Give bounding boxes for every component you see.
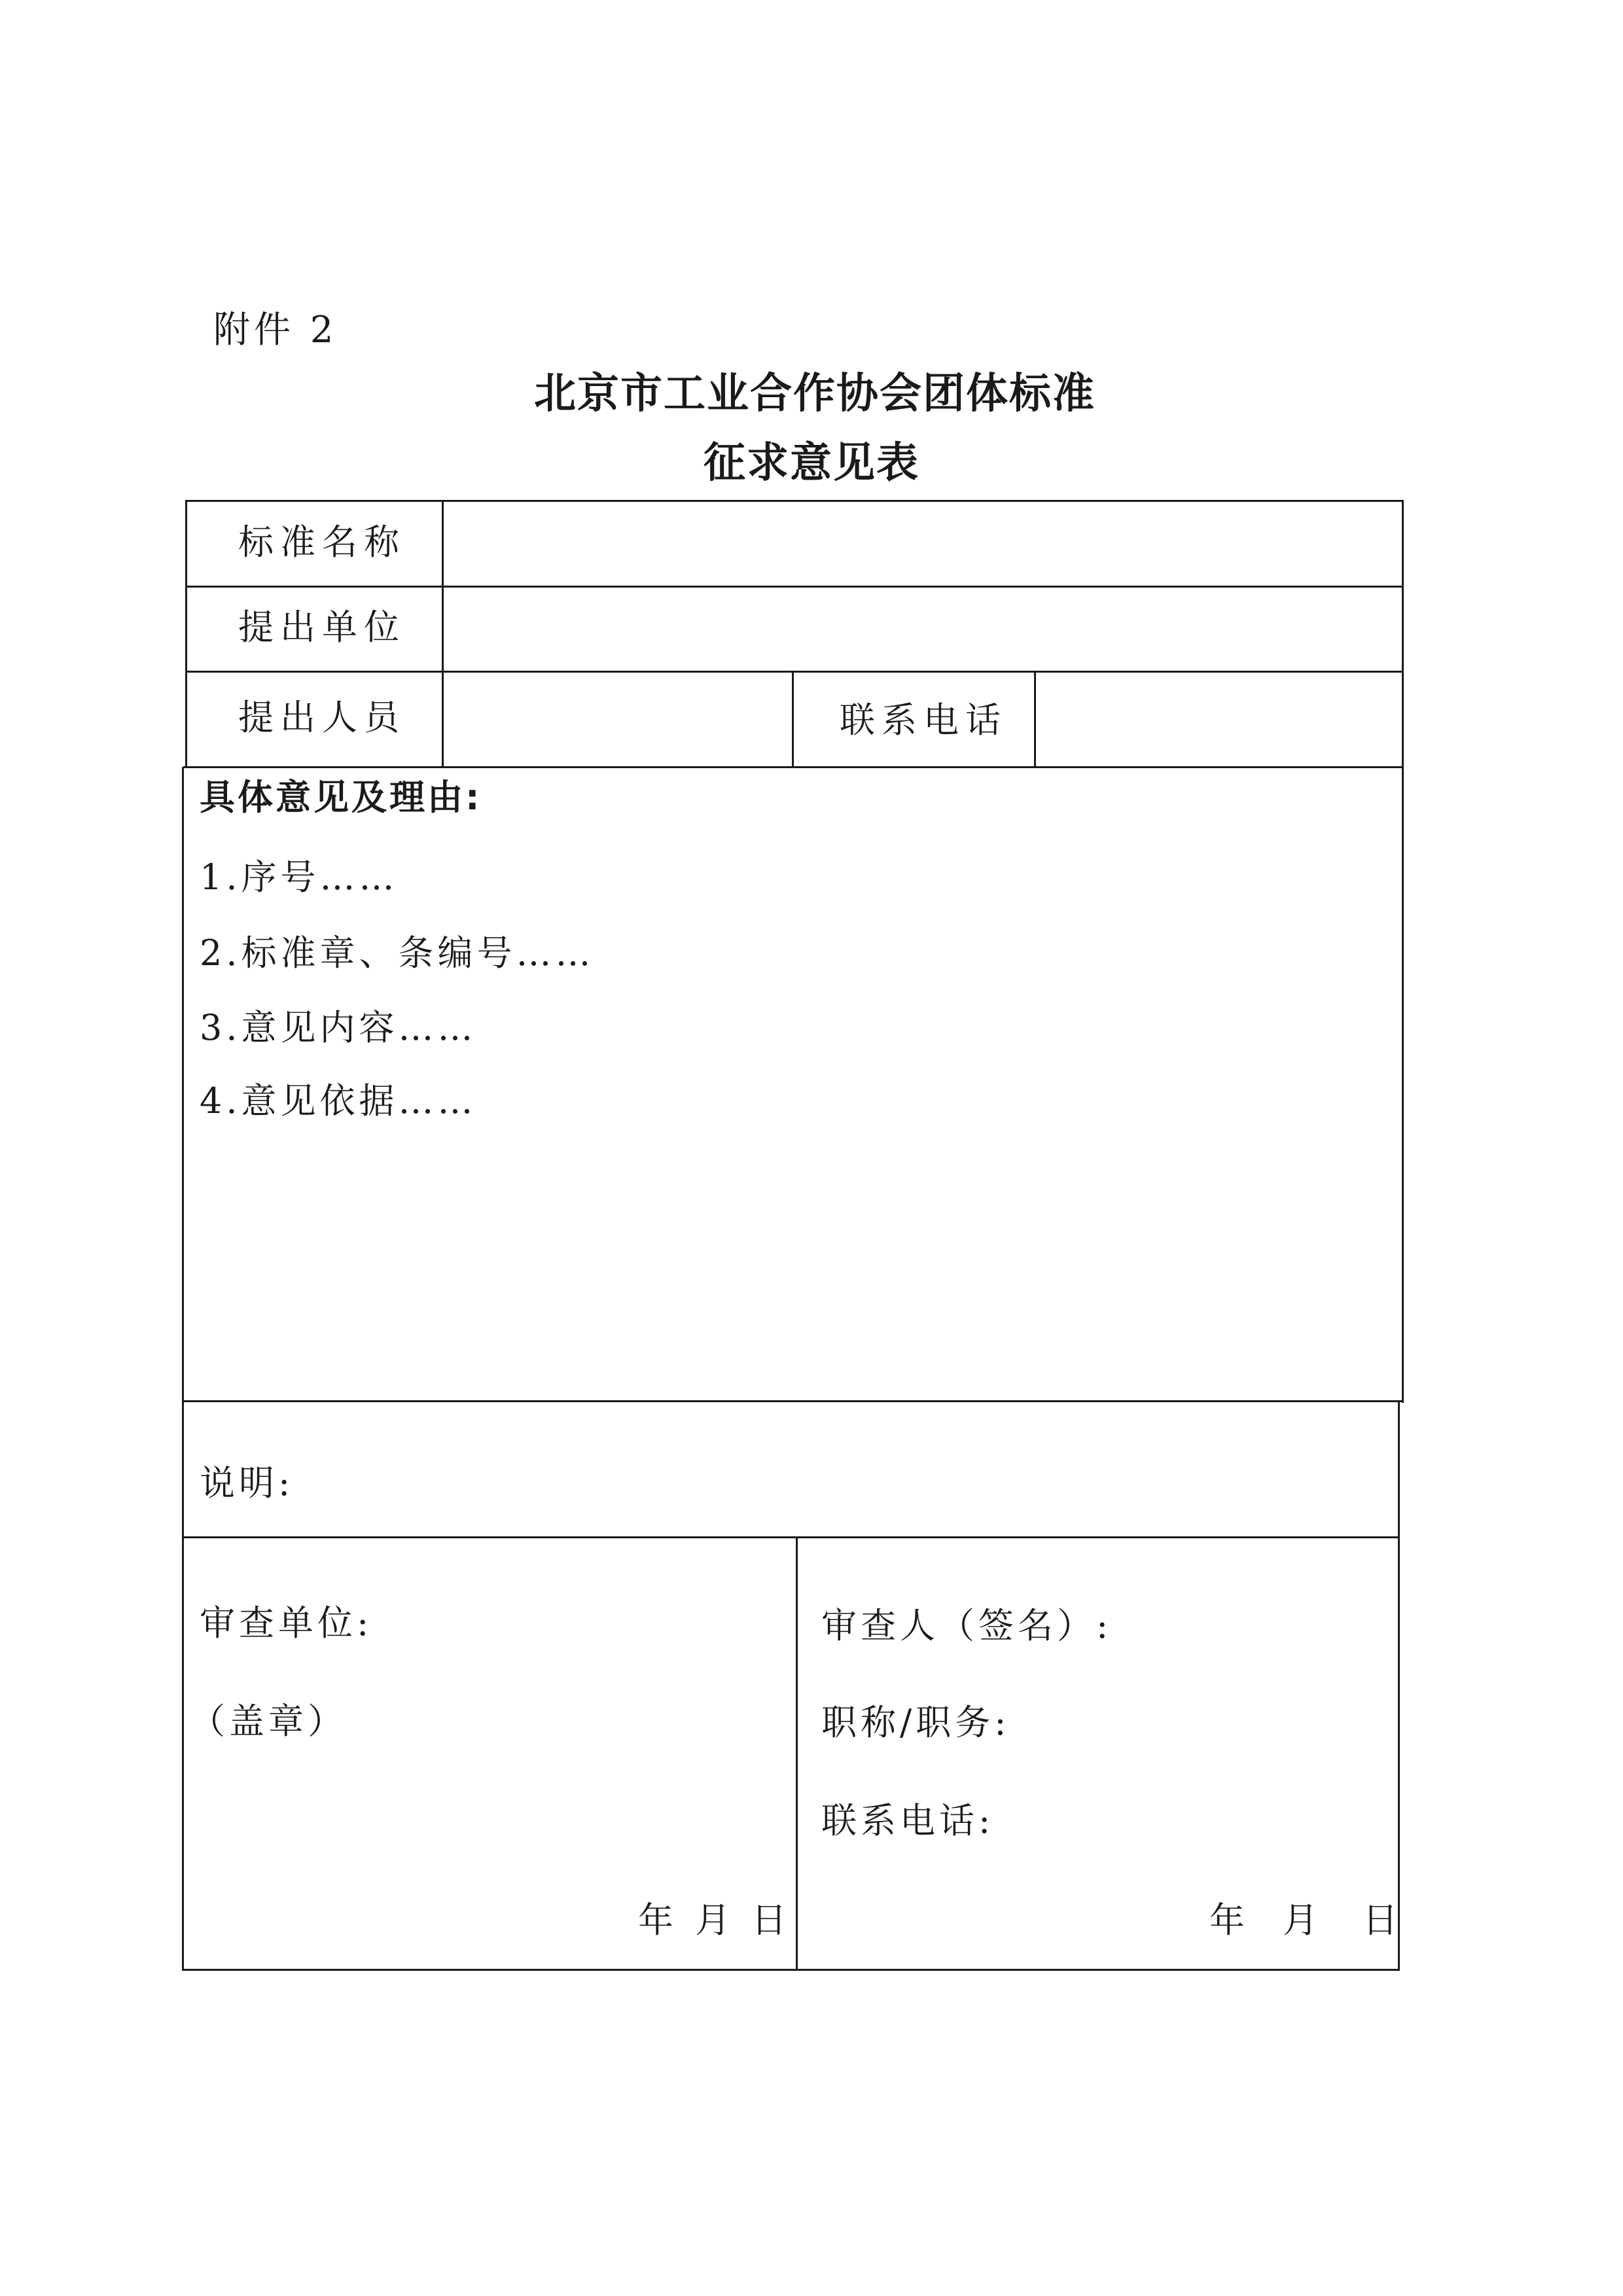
date-year: 年 (638, 1899, 673, 1941)
attachment-number: 附件 2 (213, 309, 338, 351)
title-position-label: 职称/职务: (821, 1702, 1010, 1743)
notes-field[interactable] (275, 1402, 1398, 1536)
review-unit-label: 审查单位: (200, 1602, 373, 1644)
opinion-item: 1.序号…… (200, 857, 399, 898)
date-day: 日 (1363, 1899, 1398, 1941)
date-day: 日 (751, 1899, 787, 1941)
opinion-item: 4.意见依据…… (200, 1080, 477, 1122)
row-divider (182, 1536, 1400, 1538)
table-border-bottom (182, 1969, 1400, 1971)
seal-label: （盖章） (190, 1701, 347, 1742)
document-title: 北京市工业合作协会团体标准 (534, 370, 1096, 418)
standard-name-label: 标准名称 (238, 521, 406, 563)
standard-name-field[interactable] (444, 502, 1402, 586)
table-border-right-upper (1402, 500, 1404, 1403)
review-column-divider (796, 1536, 798, 1971)
proposing-unit-field[interactable] (444, 588, 1402, 671)
contact-phone-field[interactable] (1036, 673, 1402, 766)
contact-phone-label: 联系电话 (840, 699, 1007, 741)
opinion-item: 2.标准章、条编号…… (200, 932, 595, 974)
notes-label: 说明: (200, 1462, 294, 1504)
date-year: 年 (1209, 1899, 1245, 1941)
date-month: 月 (1283, 1899, 1318, 1941)
date-month: 月 (695, 1899, 730, 1941)
proposer-label: 提出人员 (238, 697, 406, 738)
opinion-content-area[interactable] (184, 1125, 1400, 1400)
reviewer-phone-label: 联系电话: (821, 1800, 995, 1841)
opinion-item: 3.意见内容…… (200, 1007, 477, 1048)
opinion-heading: 具体意见及理由: (200, 777, 482, 818)
table-border-left-upper (185, 500, 187, 768)
document-subtitle: 征求意见表 (704, 439, 919, 487)
reviewer-signature-label: 审查人（签名）: (821, 1605, 1113, 1646)
table-border-right-lower (1398, 1402, 1400, 1971)
proposing-unit-label: 提出单位 (238, 607, 406, 648)
phone-column-divider (792, 671, 794, 768)
proposer-field[interactable] (444, 673, 792, 766)
